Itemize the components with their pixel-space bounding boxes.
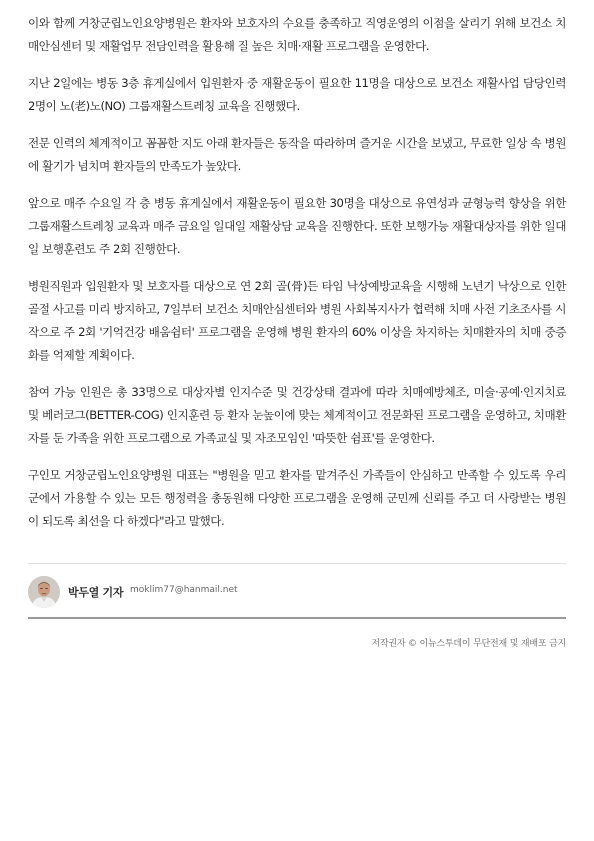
article-paragraph: 구인모 거창군립노인요양병원 대표는 "병원을 믿고 환자를 맡겨주신 가족들이 안심하고 만족할 수 있도록 우리 군에서 가용할 수 있는 모든 행정력을 총동원해 다양한 프로그램을 운영해 군민께 신뢰를 주고 더 사랑받는 병원이 되도록 최선을 다 하겠다"라고 말했다. [28, 468, 566, 528]
article-body [28, 12, 566, 547]
reporter-avatar[interactable] [28, 576, 60, 608]
article-paragraph: 전문 인력의 체계적이고 꼼꼼한 지도 아래 환자들은 동작을 따라하며 즐거운 시간을 보냈고, 무료한 일상 속 병원에 활기가 넘치며 환자들의 만족도가 높았다. [28, 136, 566, 173]
reporter-photo-icon [28, 576, 60, 608]
reporter-name[interactable]: 박두열 기자 [68, 586, 124, 599]
article-paragraph: 지난 2일에는 병동 3층 휴게실에서 입원환자 중 재활운동이 필요한 11명을 대상으로 보건소 재활사업 담당인력 2명이 노(老)노(NO) 그룹재활스트레칭 교육을 진행했다. [28, 76, 566, 113]
reporter-email[interactable]: moklim77@hanmail.net [130, 585, 238, 595]
reporter-byline [28, 563, 566, 619]
article-paragraph: 참여 가능 인원은 총 33명으로 대상자별 인지수준 및 건강상태 결과에 따라 치매예방체조, 미술·공예·인지치료 및 베러코그(BETTER-COG) 인지훈련 등 환자 눈높이에 맞는 체계적이고 전문화된 프로그램을 운영하고, 치매환자를 둔 가족을 위한 프로그램으로 가족교실 및 자조모임인 '따뜻한 쉼표'를 운영한다. [28, 385, 566, 445]
copyright-notice: 저작권자 © 이뉴스투데이 무단전재 및 재배포 금지 [371, 639, 566, 649]
article-paragraph: 병원직원과 입원환자 및 보호자를 대상으로 연 2회 골(骨)든 타임 낙상예방교육을 시행해 노년기 낙상으로 인한 골절 사고를 미리 방지하고, 7일부터 보건소 치매안심센터와 병원 사회복지사가 협력해 치매 사전 기초조사를 시작으로 주 2회 '기억건강 배움쉼터' 프로그램을 운영해 병원 환자의 60% 이상을 차지하는 치매환자의 치매 중증화를 억제할 계획이다. [28, 279, 566, 362]
article-paragraph: 앞으로 매주 수요일 각 층 병동 휴게실에서 재활운동이 필요한 30명을 대상으로 유연성과 균형능력 향상을 위한 그룹재활스트레칭 교육과 매주 금요일 일대일 재활상담 교육을 진행한다. 또한 보행가능 재활대상자를 위한 일대일 보행훈련도 주 2회 진행한다. [28, 196, 566, 256]
article-paragraph: 이와 함께 거창군립노인요양병원은 환자와 보호자의 수요를 충족하고 직영운영의 이점을 살리기 위해 보건소 치매안심센터 및 재활업무 전담인력을 활용해 질 높은 치매·재활 프로그램을 운영한다. [28, 16, 566, 53]
